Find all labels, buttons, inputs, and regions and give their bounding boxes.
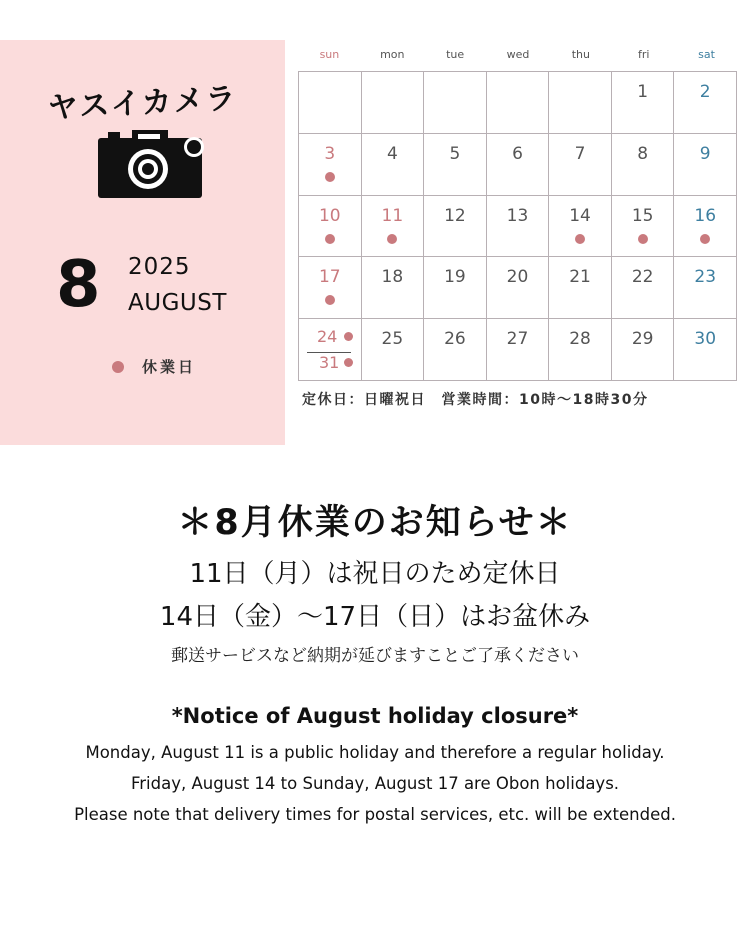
weekday-fri: fri (637, 48, 650, 61)
day-number: 3 (324, 143, 336, 164)
closed-day-dot-icon (325, 172, 335, 182)
calendar-cell (612, 319, 675, 381)
day-number: 6 (512, 143, 523, 164)
calendar-cell-empty (549, 72, 612, 134)
day-number: 7 (574, 143, 586, 164)
closed-day-dot-icon (638, 234, 648, 244)
calendar-cell (612, 134, 675, 196)
closed-day-dot-icon (112, 361, 124, 373)
weekday-thu: thu (571, 48, 590, 61)
calendar-cell (674, 72, 737, 134)
closed-day-dot-icon (344, 358, 353, 367)
day-number: 27 (506, 329, 529, 350)
month-number: 8 (56, 248, 101, 322)
notice-line: 11日（月）は祝日のため定休日 (189, 559, 561, 589)
notice-line: 14日（金）〜17日（日）はお盆休み (159, 602, 591, 632)
calendar-cell-split (299, 319, 362, 381)
calendar-cell (299, 196, 362, 258)
day-number: 5 (449, 143, 461, 164)
calendar-cell (487, 319, 550, 381)
calendar-cell (549, 134, 612, 196)
notice-title: ＊8月休業のお知らせ＊ (177, 503, 573, 543)
day-number: 1 (637, 82, 649, 102)
weekday-mon: mon (380, 48, 405, 61)
day-number: 15 (631, 205, 654, 226)
closed-day-dot-icon (344, 332, 353, 341)
day-number: 26 (444, 329, 466, 350)
closed-day-dot-icon (700, 234, 710, 244)
day-number: 14 (569, 205, 591, 226)
year-label: 2025 (128, 254, 191, 280)
calendar-grid (298, 71, 737, 381)
day-number: 28 (569, 329, 591, 350)
calendar-cell (424, 134, 487, 196)
calendar-cell (424, 196, 487, 258)
day-number: 4 (386, 143, 398, 164)
calendar-cell (299, 257, 362, 319)
day-number: 22 (631, 267, 654, 288)
notice-line-english: Monday, August 11 is a public holiday and therefore a regular holiday. (85, 743, 665, 762)
day-number: 8 (637, 143, 649, 164)
legend-label: 休業日 (142, 358, 197, 376)
calendar-cell (424, 257, 487, 319)
closed-day-dot-icon (575, 234, 585, 244)
calendar-cell (362, 134, 425, 196)
day-number: 16 (694, 205, 717, 226)
closed-day-dot-icon (325, 295, 335, 305)
calendar-cell (549, 319, 612, 381)
day-number: 24 (317, 327, 338, 347)
day-number: 13 (506, 205, 529, 226)
calendar-cell (612, 257, 675, 319)
calendar-cell (612, 72, 675, 134)
notice-line-english: Friday, August 14 to Sunday, August 17 are Obon holidays. (130, 774, 620, 793)
day-number: 29 (631, 329, 654, 350)
weekday-sat: sat (698, 48, 715, 61)
calendar-cell (424, 319, 487, 381)
notice-line-english: Please note that delivery times for postal services, etc. will be extended. (74, 805, 676, 824)
closed-day-dot-icon (325, 234, 335, 244)
day-number: 21 (569, 267, 591, 288)
weekday-sun: sun (319, 48, 340, 61)
calendar-cell-empty (424, 72, 487, 134)
day-number: 11 (381, 205, 404, 226)
notice-line: 郵送サービスなど納期が延びますことご了承ください (171, 646, 579, 666)
camera-icon (98, 130, 208, 200)
day-number: 25 (381, 329, 404, 350)
day-number: 30 (694, 329, 717, 350)
day-number: 31 (319, 353, 340, 373)
calendar-cell (487, 257, 550, 319)
weekday-wed: wed (506, 48, 530, 61)
calendar-cell (487, 196, 550, 258)
calendar-cell (674, 196, 737, 258)
calendar-cell-empty (362, 72, 425, 134)
weekday-tue: tue (446, 48, 465, 61)
calendar-cell (674, 319, 737, 381)
calendar-cell (549, 196, 612, 258)
calendar-cell-empty (299, 72, 362, 134)
day-number: 10 (318, 205, 341, 226)
notice-title-english: *Notice of August holiday closure* (171, 704, 579, 728)
day-number: 19 (444, 267, 466, 288)
day-number: 20 (506, 267, 529, 288)
day-number: 2 (699, 82, 711, 102)
calendar-cell-empty (487, 72, 550, 134)
day-number: 9 (699, 143, 711, 164)
day-number: 17 (318, 267, 341, 288)
shop-name: ヤスイカメラ (46, 81, 239, 126)
business-hours: 定休日：日曜祝日 営業時間：10時〜18時30分 (302, 392, 649, 408)
closed-day-dot-icon (387, 234, 397, 244)
calendar-cell (549, 257, 612, 319)
calendar-cell (612, 196, 675, 258)
day-number: 23 (694, 267, 717, 288)
day-number: 12 (444, 205, 466, 226)
calendar-cell (362, 319, 425, 381)
calendar-cell (362, 196, 425, 258)
month-name: AUGUST (128, 290, 227, 316)
calendar-cell (362, 257, 425, 319)
calendar-cell (299, 134, 362, 196)
calendar-cell (674, 257, 737, 319)
calendar-cell (674, 134, 737, 196)
calendar-cell (487, 134, 550, 196)
weekday-header (298, 48, 738, 61)
day-number: 18 (381, 267, 404, 288)
